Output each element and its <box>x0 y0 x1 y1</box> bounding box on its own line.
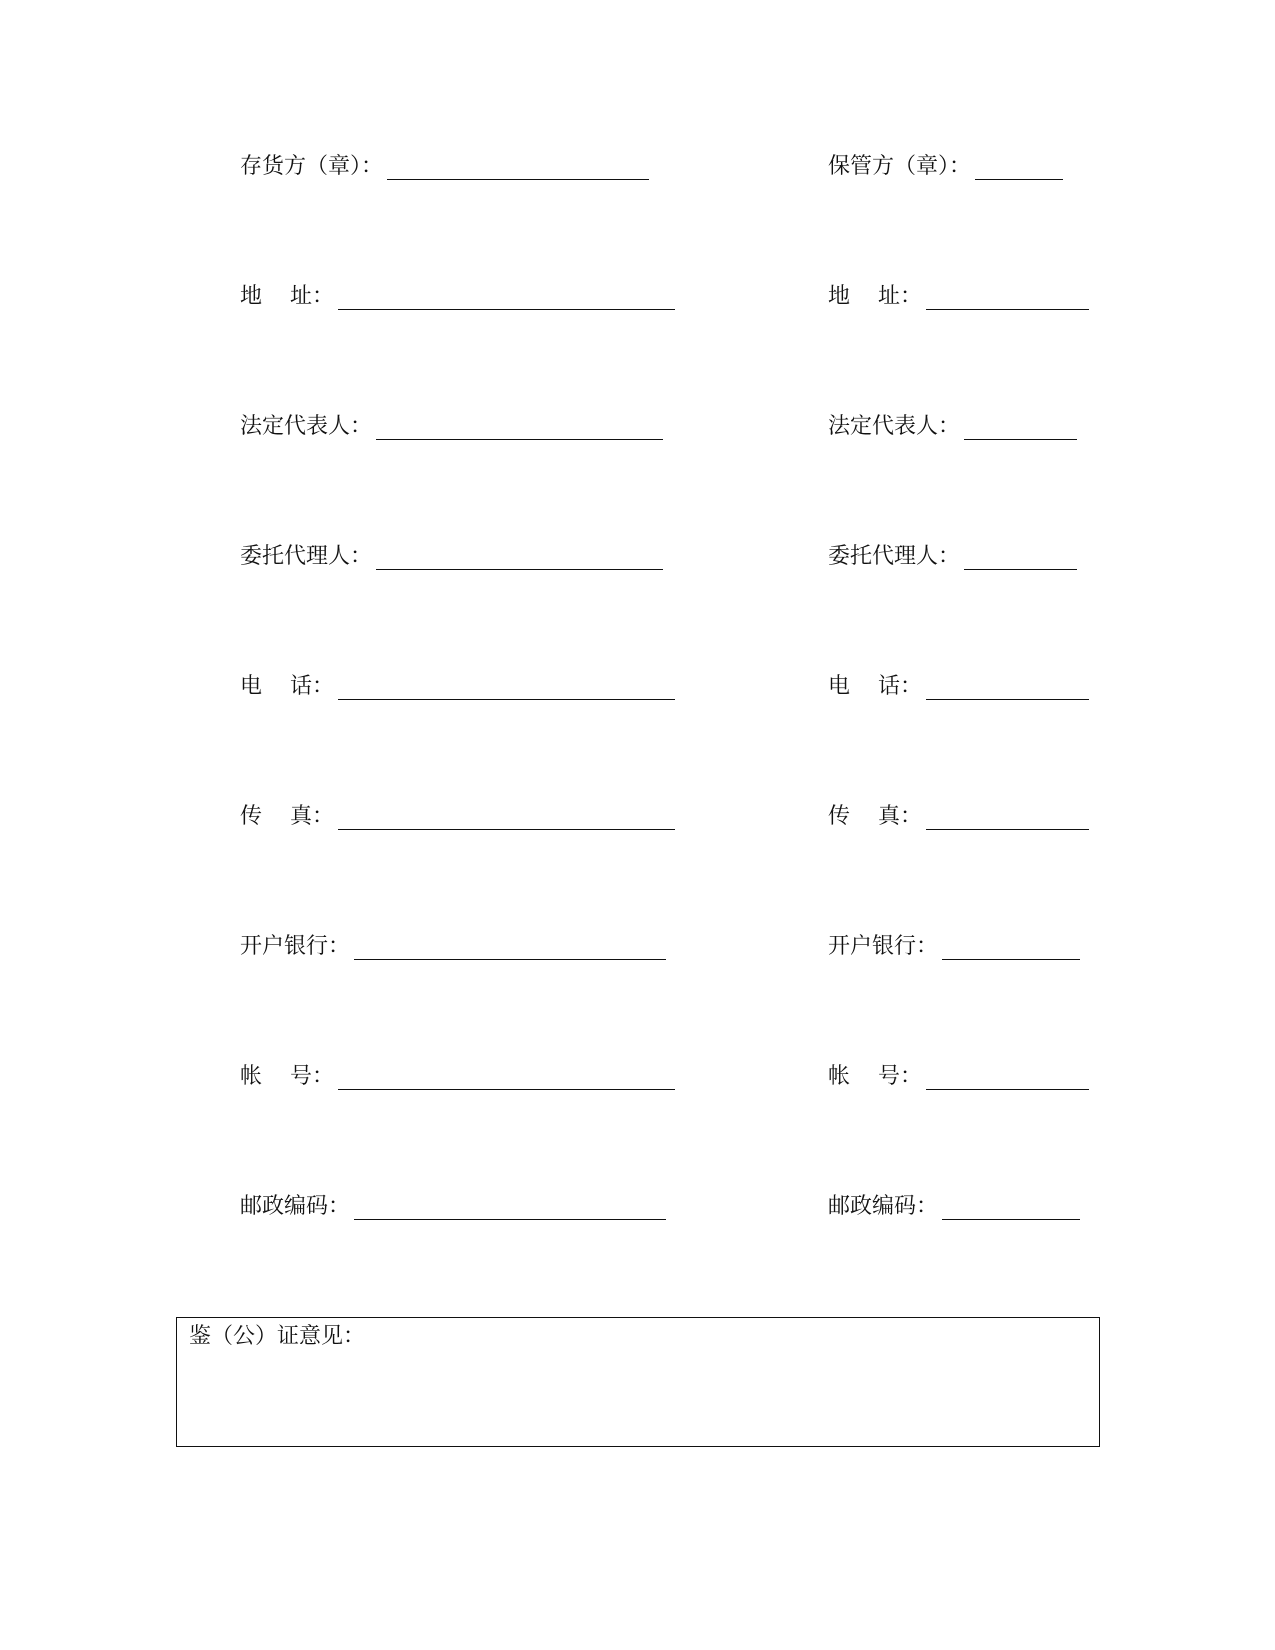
field-label: 帐 号： <box>828 1064 922 1089</box>
field-label: 地 址： <box>828 284 922 309</box>
fill-line[interactable] <box>926 289 1089 310</box>
fill-line[interactable] <box>338 679 675 700</box>
field-label: 邮政编码： <box>240 1194 351 1219</box>
fill-line[interactable] <box>387 159 649 180</box>
field-label: 电 话： <box>240 674 334 699</box>
field-label: 传 真： <box>240 804 334 829</box>
depositor-phone-field[interactable] <box>240 670 675 700</box>
notary-opinion-box[interactable] <box>176 1317 1100 1447</box>
fill-line[interactable] <box>338 809 675 830</box>
custodian-postcode-field[interactable] <box>828 1190 1080 1220</box>
depositor-postcode-field[interactable] <box>240 1190 666 1220</box>
field-label: 地 址： <box>240 284 334 309</box>
depositor-legal-rep-field[interactable] <box>240 410 663 440</box>
fill-line[interactable] <box>338 1069 675 1090</box>
field-label: 存货方（章）： <box>240 154 384 179</box>
fill-line[interactable] <box>354 939 666 960</box>
fill-line[interactable] <box>964 419 1077 440</box>
fill-line[interactable] <box>926 809 1089 830</box>
field-label: 开户银行： <box>240 934 351 959</box>
depositor-bank-field[interactable] <box>240 930 666 960</box>
custodian-legal-rep-field[interactable] <box>828 410 1077 440</box>
fill-line[interactable] <box>926 1069 1089 1090</box>
depositor-seal-field[interactable] <box>240 150 649 180</box>
custodian-address-field[interactable] <box>828 280 1089 310</box>
depositor-agent-field[interactable] <box>240 540 663 570</box>
fill-line[interactable] <box>376 419 663 440</box>
field-label: 法定代表人： <box>828 414 961 439</box>
custodian-seal-field[interactable] <box>828 150 1063 180</box>
field-label: 邮政编码： <box>828 1194 939 1219</box>
custodian-fax-field[interactable] <box>828 800 1089 830</box>
custodian-phone-field[interactable] <box>828 670 1089 700</box>
field-label: 法定代表人： <box>240 414 373 439</box>
depositor-fax-field[interactable] <box>240 800 675 830</box>
fill-line[interactable] <box>964 549 1077 570</box>
field-label: 委托代理人： <box>240 544 373 569</box>
notary-opinion-title: 鉴（公）证意见： <box>189 1324 366 1349</box>
field-label: 开户银行： <box>828 934 939 959</box>
fill-line[interactable] <box>926 679 1089 700</box>
field-label: 保管方（章）： <box>828 154 972 179</box>
custodian-bank-field[interactable] <box>828 930 1080 960</box>
fill-line[interactable] <box>338 289 675 310</box>
fill-line[interactable] <box>975 159 1063 180</box>
field-label: 电 话： <box>828 674 922 699</box>
fill-line[interactable] <box>376 549 663 570</box>
field-label: 委托代理人： <box>828 544 961 569</box>
fill-line[interactable] <box>942 1199 1080 1220</box>
field-label: 传 真： <box>828 804 922 829</box>
field-label: 帐 号： <box>240 1064 334 1089</box>
depositor-address-field[interactable] <box>240 280 675 310</box>
fill-line[interactable] <box>354 1199 666 1220</box>
custodian-account-field[interactable] <box>828 1060 1089 1090</box>
depositor-account-field[interactable] <box>240 1060 675 1090</box>
fill-line[interactable] <box>942 939 1080 960</box>
custodian-agent-field[interactable] <box>828 540 1077 570</box>
